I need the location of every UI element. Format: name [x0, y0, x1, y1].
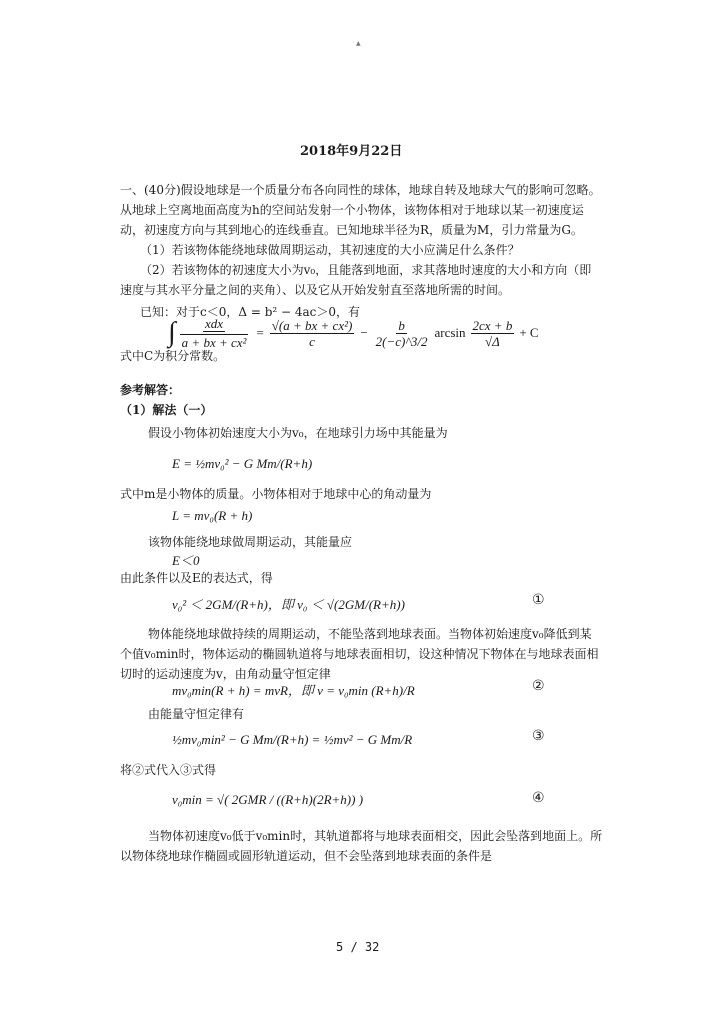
equation-1-number: ①	[532, 592, 545, 608]
equation-4-number: ④	[532, 790, 545, 806]
integral-sign-icon: ∫	[168, 317, 176, 348]
problem-line-3: 动，初速度方向与其到地心的连线垂直。已知地球半径为R，质量为M，引力常量为G。	[120, 223, 583, 237]
answer-p7: 将②式代入③式得	[120, 763, 217, 777]
header-mark: ▲	[356, 40, 361, 47]
arcsin-den: √Δ	[485, 333, 500, 349]
question-2-b: 速度与其水平分量之间的夹角）、以及它从开始发射直至落地所需的时间。	[120, 283, 511, 297]
answer-p8-b: 以物体绕地球作椭圆或圆形轨道运动，但不会坠落到地球表面的条件是	[120, 849, 493, 863]
equation-3: ½mv₀min² − G Mm/(R+h) = ½mv² − G Mm/R	[172, 732, 413, 747]
page-number: 5 / 32	[336, 940, 380, 954]
integral-rhs2-num: b	[398, 317, 405, 333]
integral-lhs-num: xdx	[205, 316, 224, 332]
equation-1: v₀² ＜ 2GM/(R+h)，即 v₀ ＜ √(2GM/(R+h))	[172, 597, 405, 612]
integral-tail: + C	[519, 325, 539, 340]
answer-p1: 假设小物体初始速度大小为v₀，在地球引力场中其能量为	[148, 426, 448, 440]
integral-formula: ∫ $\frac{\text{xdx}}{\text{a + bx + cx²}}$ = $\frac{\text{√(a + bx + cx²)}}{c}$ − $\frac{b}{2(-c)\^{}3/2}$ arcsin $\frac{2cx + b}{√\Delta}$ + C	[168, 316, 539, 350]
question-2-a: （2）若该物体的初速度大小为v₀，且能落到地面，求其落地时速度的大小和方向（即	[140, 263, 592, 277]
problem-line-1: 一、(40分)假设地球是一个质量分布各向同性的球体，地球自转及地球大气的影响可忽略。	[120, 183, 601, 197]
equation-3-number: ③	[532, 728, 545, 744]
equation-2-number: ②	[532, 678, 545, 694]
question-1: （1）若该物体能绕地球做周期运动，其初速度的大小应满足什么条件？	[140, 243, 520, 257]
constant-note: 式中C为积分常数。	[120, 349, 226, 363]
equation-energy-negative: E＜0	[172, 553, 200, 568]
equation-angular-momentum: L = mv₀(R + h)	[172, 508, 253, 523]
answer-p5-b: 个值v₀min时，物体运动的椭圆轨道将与地球表面相切，设这种情况下物体在与地球表面相	[120, 647, 599, 661]
answer-p3: 该物体能绕地球做周期运动，其能量应	[148, 535, 353, 549]
arcsin-num: 2cx + b	[472, 317, 513, 333]
equation-4: v₀min = √( 2GMR / ((R+h)(2R+h)) )	[172, 792, 364, 807]
known-condition: 已知：对于c＜0，Δ = b² − 4ac＞0，有	[140, 305, 361, 319]
answer-p5-a: 物体能绕地球做持续的周期运动，不能坠落到地球表面。当物体初始速度v₀降低到某	[148, 627, 592, 641]
integral-lhs-den: a + bx + cx²	[181, 334, 247, 350]
answer-p8-a: 当物体初速度v₀低于v₀min时，其轨道都将与地球表面相交，因此会坠落到地面上。所	[148, 829, 603, 843]
answer-p4: 由此条件以及E的表达式，得	[120, 571, 273, 585]
answer-heading: 参考解答：	[120, 383, 181, 397]
integral-rhs1-den: c	[309, 333, 315, 349]
answer-p5-c: 切时的运动速度为v，由角动量守恒定律	[120, 667, 331, 681]
equation-energy: E = ½mv₀² − G Mm/(R+h)	[172, 456, 313, 471]
integral-rhs1-num: √(a + bx + cx²)	[271, 317, 353, 333]
answer-p2: 式中m是小物体的质量。小物体相对于地球中心的角动量为	[120, 487, 432, 501]
equation-2: mv₀min(R + h) = mvR，即 v = v₀min (R+h)/R	[172, 683, 415, 698]
date-title: 2018年9月22日	[300, 144, 403, 159]
integral-rhs2-den: 2(−c)^3/2	[375, 333, 428, 349]
answer-p6: 由能量守恒定律有	[148, 707, 245, 721]
problem-line-2: 从地球上空离地面高度为h的空间站发射一个小物体，该物体相对于地球以某一初速度运	[120, 203, 584, 217]
method-heading: （1）解法（一）	[120, 403, 213, 417]
